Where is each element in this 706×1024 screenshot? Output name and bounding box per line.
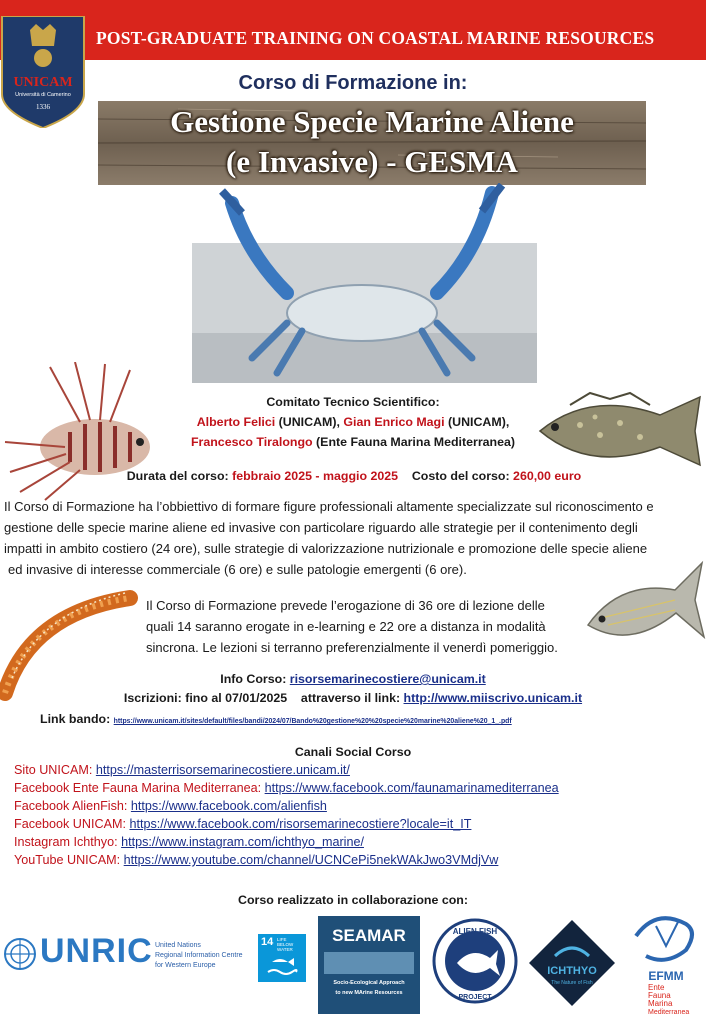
cost-label: Costo del corso: bbox=[411, 469, 514, 483]
sdg14-logo bbox=[258, 934, 306, 982]
social-item bbox=[14, 853, 498, 867]
social-link[interactable]: https://www.facebook.com/faunamarinamediterranea bbox=[264, 781, 559, 795]
shield-subtitle: Università di Camerino bbox=[15, 92, 71, 98]
partners-heading: Corso realizzato in collaborazione con: bbox=[238, 893, 468, 907]
committee-line1 bbox=[130, 415, 576, 429]
social-label: Sito UNICAM: bbox=[14, 763, 96, 777]
description-line4: ed invasive di interesse commerciale (6 ore) e sulle patologie emergenti (6 ore). bbox=[8, 562, 467, 577]
committee-member3: Francesco Tiralongo bbox=[190, 435, 313, 449]
enrollment-link[interactable]: http://www.miiscrivo.unicam.it bbox=[403, 691, 583, 705]
committee-member2: Gian Enrico Magi bbox=[343, 415, 445, 429]
social-item bbox=[14, 817, 471, 831]
social-link[interactable]: https://www.instagram.com/ichthyo_marine/ bbox=[121, 835, 364, 849]
seamar-caption-2: to new MArine Resources bbox=[335, 990, 403, 996]
duration-value: febbraio 2025 - maggio 2025 bbox=[232, 469, 399, 483]
social-label: Facebook UNICAM: bbox=[14, 817, 130, 831]
social-label: Facebook AlienFish: bbox=[14, 799, 131, 813]
committee-heading: Comitato Tecnico Scientifico: bbox=[266, 395, 440, 409]
social-item bbox=[14, 799, 327, 813]
un-emblem-icon bbox=[2, 936, 38, 972]
social-link[interactable]: https://www.facebook.com/risorsemarinecostiere?locale=it_IT bbox=[129, 817, 472, 831]
efmm-caption-3: Marina bbox=[648, 999, 673, 1008]
bando-label: Link bando: bbox=[40, 712, 114, 726]
schedule-line2: quali 14 saranno erogate in e-learning e 22 ore a distanza in modalità bbox=[146, 619, 546, 634]
social-label: YouTube UNICAM: bbox=[14, 853, 124, 867]
schedule-line1: Il Corso di Formazione prevede l’erogazione di 36 ore di lezione delle bbox=[146, 598, 545, 613]
fireworm-image bbox=[0, 583, 140, 703]
ichthyo-name: ICHTHYO bbox=[547, 965, 597, 977]
enrollment-line bbox=[80, 691, 626, 705]
social-link[interactable]: https://masterrisorsemarinecostiere.unicam.it/ bbox=[95, 763, 350, 777]
efmm-name: EFMM bbox=[648, 969, 684, 983]
unric-caption-3: for Western Europe bbox=[155, 962, 216, 969]
efmm-caption-2: Fauna bbox=[648, 991, 671, 1000]
ichthyo-logo bbox=[527, 918, 617, 1008]
sdg14-label-1: LIFE bbox=[277, 937, 287, 942]
social-label: Instagram Ichthyo: bbox=[14, 835, 122, 849]
committee-member2-aff: (UNICAM), bbox=[444, 415, 510, 429]
ichthyo-subtitle: The Nature of Fish bbox=[551, 980, 593, 986]
unric-logo-text: UNRIC bbox=[40, 932, 153, 970]
enrollment-label: Iscrizioni: fino al 07/01/2025 bbox=[123, 691, 288, 705]
social-link[interactable]: https://www.youtube.com/channel/UCNCePi5nekWAkJwo3VMdjVw bbox=[123, 853, 499, 867]
social-heading: Canali Social Corso bbox=[294, 745, 412, 759]
course-intro: Corso di Formazione in: bbox=[238, 72, 468, 94]
description-line3: impatti in ambito costiero (24 ore), sulle strategie di valorizzazione nutrizionale e promozione delle specie aliene bbox=[4, 541, 648, 556]
social-item bbox=[14, 781, 559, 795]
info-label: Info Corso: bbox=[220, 672, 290, 686]
efmm-caption-4: Mediterranea bbox=[648, 1009, 690, 1016]
info-email-link[interactable]: risorsemarinecostiere@unicam.it bbox=[289, 672, 486, 686]
description-line1: Il Corso di Formazione ha l’obbiettivo di formare figure professionali altamente specializzate sul riconoscimento e bbox=[4, 499, 654, 514]
course-title-line2: (e Invasive) - GESMA bbox=[226, 144, 518, 179]
blue-crab-image bbox=[192, 183, 537, 383]
seamar-caption-1: Socio-Ecological Approach bbox=[333, 980, 405, 986]
unric-caption-1: United Nations bbox=[155, 942, 201, 949]
cost-value: 260,00 euro bbox=[513, 469, 582, 483]
sdg14-number: 14 bbox=[261, 936, 274, 948]
duration-label: Durata del corso: bbox=[126, 469, 233, 483]
sdg14-label-2: BELOW WATER bbox=[277, 942, 294, 952]
shield-name: UNICAM bbox=[13, 75, 73, 90]
banner-title: POST-GRADUATE TRAINING ON COASTAL MARINE RESOURCES bbox=[96, 28, 655, 48]
bando-link[interactable]: https://www.unicam.it/sites/default/files/bandi/2024/07/Bando%20gestione%20%20specie%20marine%20aliene%20_1_.pdf bbox=[113, 718, 512, 725]
seamar-name: SEAMAR bbox=[332, 926, 406, 945]
alienfish-bottom-text: PROJECT bbox=[458, 994, 492, 1001]
unric-caption-2: Regional Information Centre bbox=[155, 952, 243, 959]
seamar-logo bbox=[318, 916, 420, 1014]
info-line bbox=[130, 672, 576, 686]
duration-line bbox=[104, 469, 604, 483]
committee-member1-aff: (UNICAM), bbox=[275, 415, 344, 429]
social-link[interactable]: https://www.facebook.com/alienfish bbox=[130, 799, 327, 813]
fish-wave-icon bbox=[266, 954, 298, 978]
committee-member1: Alberto Felici bbox=[196, 415, 276, 429]
schedule-line3: sincrona. Le lezioni si terranno preferenzialmente il venerdì pomeriggio. bbox=[146, 640, 558, 655]
social-label: Facebook Ente Fauna Marina Mediterranea: bbox=[14, 781, 265, 795]
efmm-logo bbox=[626, 906, 704, 1016]
course-title-line1: Gestione Specie Marine Aliene bbox=[170, 104, 574, 139]
efmm-caption-1: Ente bbox=[648, 983, 665, 992]
alienfish-top-text: ALIEN FISH bbox=[452, 927, 498, 936]
committee-line2 bbox=[130, 435, 576, 449]
social-item bbox=[14, 835, 364, 849]
bando-line bbox=[40, 710, 700, 728]
social-item bbox=[14, 763, 350, 777]
shield-year: 1336 bbox=[36, 103, 50, 111]
committee-member3-aff: (Ente Fauna Marina Mediterranea) bbox=[312, 435, 516, 449]
alienfish-logo bbox=[432, 918, 518, 1004]
seamar-wave bbox=[324, 952, 414, 974]
enrollment-mid: attraverso il link: bbox=[300, 691, 404, 705]
description-line2: gestione delle specie marine aliene ed invasive con particolare riguardo alle strategie per il contenimento degli bbox=[4, 520, 638, 535]
